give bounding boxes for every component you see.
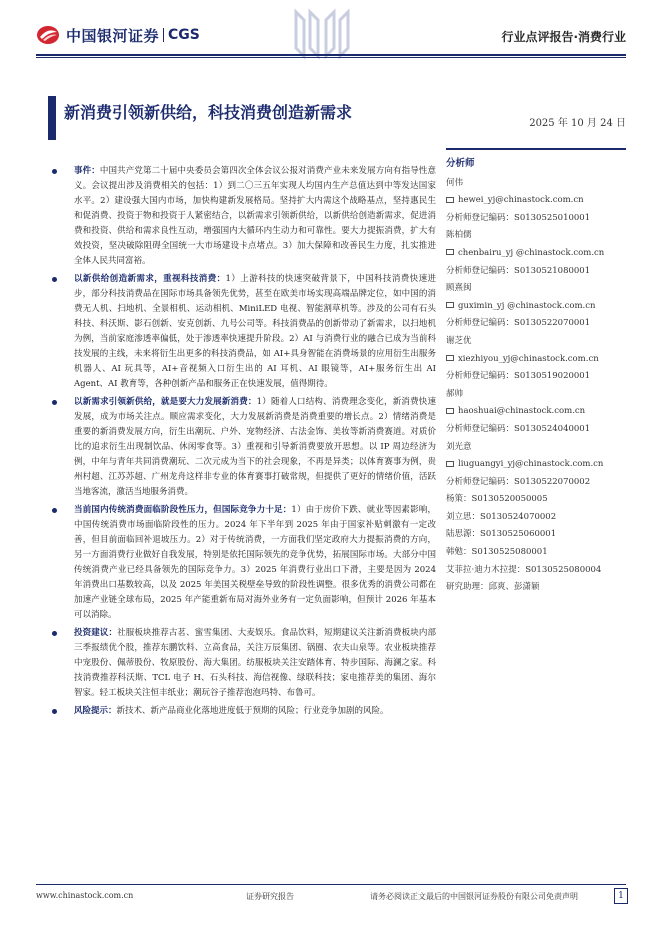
mail-icon <box>446 461 454 467</box>
paragraph-text: 1）上游科技的快速突破背景下，中国科技消费快速进步，部分科技消费品在国际市场具备领先优势，甚至在欧美市场实现高端品牌定位，如中国的消费无人机、扫地机、全景相机、运动相机、MiniLED 电视、智能割草机等。涉及的公司有石头科技、科沃斯、影石创新、安克创新、九号公司等。科技消费品的创新带动了新需求，以扫地机为例，当前家庭渗透率偏低，处于渗透率快速提升阶段。2）AI 与消费行业的融合已成为当前科技发展的主线，未来将衍生出更多的科技消费品，如 AI+具身智能在消费场景的应用衍生出服务机器人、AI 玩具等，AI+音视频入口衍生出的 AI 耳机、AI 眼镜等，AI+服务衍生出 AI Agent、AI 教育等，各种创新产品和服务正在快速发展，值得期待。 <box>74 274 436 389</box>
paragraph-text: 中国共产党第二十届中央委员会第四次全体会议公报对消费产业未来发展方向有指导性意义。会议提出涉及消费相关的包括：1）到二〇三五年实现人均国内生产总值达到中等发达国家水平。2）建设强大国内市场，加快构建新发展格局。坚持扩大内需这个战略基点，坚持惠民生和促消费、投资于物和投资于人紧密结合，以新需求引领新供给，以新供给创造新需求，促进消费和投资、供给和需求良性互动，增强国内大循环内生动力和可靠性。要大力提振消费，扩大有效投资，坚决破除阻碍全国统一大市场建设卡点堵点。3）加大保障和改善民生力度，扎实推进全体人民共同富裕。 <box>74 166 436 266</box>
mail-icon <box>446 408 454 414</box>
analyst-name: 郝帅 <box>446 388 464 399</box>
analyst-email[interactable]: chenbairu_yj @chinastock.com.cn <box>458 247 605 258</box>
bullet-icon <box>52 277 57 282</box>
contributor-line: 艾菲拉·迪力木拉提：S0130525080004 <box>446 564 602 575</box>
paragraph-lead: 风险提示： <box>74 706 117 716</box>
analyst-cert: 分析师登记编码：S0130524040001 <box>446 423 591 434</box>
footer-disclaimer: 请务必阅读正文最后的中国银河证券股份有限公司免责声明 <box>370 892 578 901</box>
company-logo <box>36 24 200 46</box>
analyst-email[interactable]: xiezhiyou_yj@chinastock.com.cn <box>458 353 599 364</box>
content-paragraph <box>48 626 436 701</box>
footer-website: www.chinastock.com.cn <box>36 891 134 900</box>
analyst-cert: 分析师登记编码：S0130522070001 <box>446 318 591 329</box>
content-paragraph <box>48 503 436 623</box>
mail-icon <box>446 302 454 308</box>
contributor-line: 研究助理：邱爽、彭潇颖 <box>446 582 540 593</box>
page-header <box>0 0 662 64</box>
analyst-name: 陈柏儒 <box>446 230 472 241</box>
contributor-line: 韩勉：S0130525080001 <box>446 547 548 558</box>
logo-text-en: CGS <box>168 27 200 43</box>
mail-icon <box>446 249 454 255</box>
content-paragraph <box>48 272 436 392</box>
page-title: 新消费引领新供给，科技消费创造新需求 <box>64 103 353 122</box>
analyst-cert: 分析师登记编码：S0130522070002 <box>446 476 591 487</box>
report-date: 2025 年 10 月 24 日 <box>529 118 626 129</box>
paragraph-text: 1）随着人口结构、消费理念变化，新消费快速发展，成为市场关注点。顺应需求变化，大力发展新消费是消费重要的增长点。2）情绪消费是重要的新消费发展方向，衍生出潮玩、户外、宠物经济、古法金饰、美妆等新消费赛道。对质价比的追求衍生出现制饮品、休闲零食等。3）重视和引导新消费要放开思想。以 IP 周边经济为例，中年与青年共同消费潮玩、二次元成为当下的社会现象，不再是异类；以体育赛事为例，贵州村超、江苏苏超、广州龙舟这样非专业的体育赛事打破常规，但提供了更好的情绪价值，活跃当地客流，激活当地服务消费。 <box>74 397 436 497</box>
title-accent-bar <box>48 96 56 140</box>
paragraph-lead: 当前国内传统消费面临阶段性压力，但国际竞争力十足： <box>74 505 292 515</box>
analyst-email[interactable]: guximin_yj @chinastock.com.cn <box>458 300 596 311</box>
paragraph-lead: 投资建议： <box>74 628 118 638</box>
analyst-name: 何伟 <box>446 177 464 188</box>
footer-doc-type: 证券研究报告 <box>246 892 294 901</box>
bullet-icon <box>52 709 57 714</box>
sidebar-divider <box>446 148 626 150</box>
content-paragraph <box>48 164 436 269</box>
paragraph-lead: 事件： <box>74 166 100 176</box>
report-type-label: 行业点评报告·消费行业 <box>501 30 626 44</box>
contributor-line: 杨策：S0130520050005 <box>446 494 548 505</box>
galaxy-logo-icon <box>36 24 60 46</box>
paragraph-lead: 以新需求引领新供给，就是要大力发展新消费： <box>74 397 257 407</box>
analyst-email[interactable]: hewei_yj@chinastock.com.cn <box>458 195 584 206</box>
analyst-email-row <box>446 245 636 263</box>
content-paragraph <box>48 395 436 500</box>
main-content <box>48 164 436 722</box>
paragraph-text: 1）由于房价下跌、就业等因素影响，中国传统消费市场面临阶段性的压力。2024 年下半年到 2025 年由于国家补贴刺激有一定改善，但目前面临回补退坡压力。2）对于传统消费，一方面我们坚定政府大力提振消费的方向，另一方面消费行业做好自我发展，特别是依托国际领先的竞争优势，拓展国际市场。大部分中国传统消费产业已经具备领先的国际竞争力。3）2025 年消费行业出口下滑，主要是因为 2024 年消费出口基数较高，以及 2025 年美国关税壁垒导致的阶段性调整。很多优秀的消费公司都在加速产业链全球布局，2025 年产能重新布局对海外业务有一定负面影响，但预计 2026 年基本可以消除。 <box>74 505 436 620</box>
analyst-name: 刘光意 <box>446 441 472 452</box>
footer-divider <box>36 884 626 885</box>
analyst-cert: 分析师登记编码：S0130525010001 <box>446 212 591 223</box>
bullet-icon <box>52 169 57 174</box>
bullet-icon <box>52 631 57 636</box>
bullet-icon <box>52 508 57 513</box>
mail-icon <box>446 197 454 203</box>
analyst-email[interactable]: haoshuai@chinastock.com.cn <box>458 406 586 417</box>
bullet-icon <box>52 400 57 405</box>
analyst-email-row <box>446 456 636 474</box>
paragraph-text: 社服板块推荐古茗、蜜雪集团、大麦娱乐。食品饮料，短期建议关注新消费板块内部三季报绩优个股，推荐东鹏饮料、立高食品，关注万辰集团、锅圈、农夫山泉等。农业板块推荐中宠股份、佩蒂股份、牧原股份、海大集团。纺服板块关注安踏体育、特步国际、海澜之家。科技消费推荐科沃斯、TCL 电子 H、石头科技、海信视像、绿联科技；家电推荐美的集团、海尔智家。轻工板块关注恒丰纸业；潮玩谷子推荐泡泡玛特、布鲁可。 <box>74 628 436 698</box>
logo-separator <box>163 28 164 42</box>
content-paragraph <box>48 704 436 719</box>
analyst-name: 顾熹闽 <box>446 283 472 294</box>
analyst-cert: 分析师登记编码：S0130521080001 <box>446 265 591 276</box>
analyst-email-row <box>446 351 636 369</box>
contributor-line: 陆思源：S0130525060001 <box>446 529 557 540</box>
analyst-email-row <box>446 192 636 210</box>
analyst-email[interactable]: liuguangyi_yj@chinastock.com.cn <box>458 459 604 470</box>
analyst-email-row <box>446 403 636 421</box>
analyst-name: 谢芝优 <box>446 335 472 346</box>
mail-icon <box>446 355 454 361</box>
analyst-sidebar <box>446 155 636 597</box>
analyst-cert: 分析师登记编码：S0130519020001 <box>446 371 591 382</box>
logo-text-cn: 中国银河证券 <box>66 26 160 45</box>
header-divider-thin <box>36 57 626 58</box>
paragraph-lead: 以新供给创造新需求，重视科技消费： <box>74 274 226 284</box>
sidebar-heading: 分析师 <box>446 158 475 169</box>
paragraph-text: 新技术、新产品商业化落地进度低于预期的风险；行业竞争加剧的风险。 <box>116 706 389 716</box>
page-number: 1 <box>614 888 628 904</box>
header-divider <box>36 54 626 56</box>
analyst-email-row <box>446 298 636 316</box>
contributor-line: 刘立思：S0130524070002 <box>446 511 557 522</box>
header-watermark-icon <box>292 8 352 60</box>
